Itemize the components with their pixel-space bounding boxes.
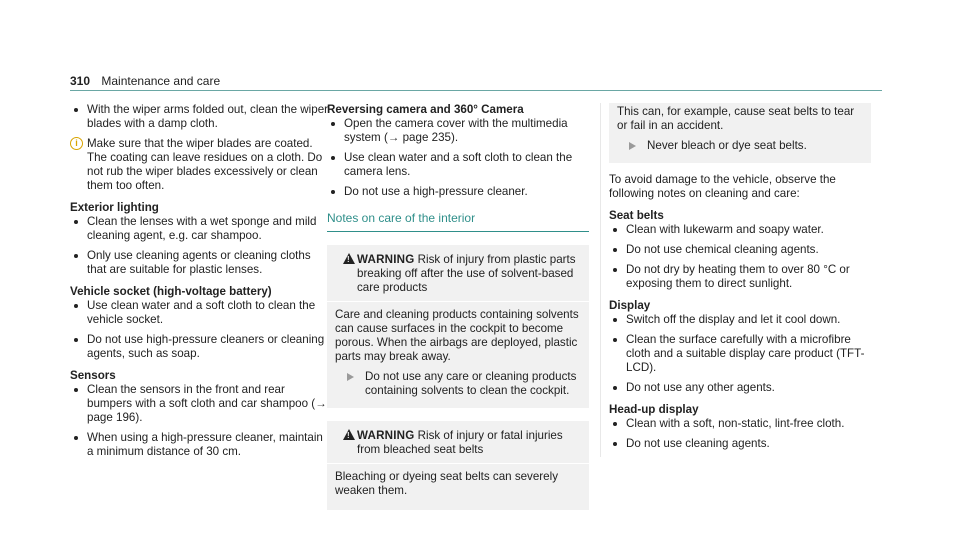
heading-sensors: Sensors: [70, 369, 116, 382]
section-title: Notes on care of the interior: [327, 211, 589, 232]
list-item: Switch off the display and let it cool down.: [609, 313, 871, 327]
warning-action: [335, 370, 581, 398]
column-2: [327, 103, 589, 510]
info-note: [70, 137, 328, 193]
list-item: Do not use cleaning agents.: [609, 437, 871, 451]
chapter-title: Maintenance and care: [101, 74, 221, 88]
warning-header: [327, 253, 589, 302]
arrow-right-icon: [347, 373, 354, 381]
warning-label: WARNING: [357, 253, 415, 266]
heading-seat-belts: Seat belts: [609, 209, 664, 222]
list-item: Clean the sensors in the front and rear bumpers with a soft cloth and car shampoo (→ page 196).: [70, 383, 328, 425]
page-number: 310: [70, 74, 91, 88]
list-item: Open the camera cover with the multimedia system (→ page 235).: [327, 117, 589, 145]
column-divider: [600, 103, 601, 457]
list-item: Clean with lukewarm and soapy water.: [609, 223, 871, 237]
list-item: Only use cleaning agents or cleaning cloths that are suitable for plastic lenses.: [70, 249, 328, 277]
arrow-right-icon: [629, 142, 636, 150]
heading-reversing-camera: Reversing camera and 360° Camera: [327, 103, 524, 116]
warning-box: [327, 245, 589, 408]
warning-body: This can, for example, cause seat belts to tear or fail in an accident.: [617, 105, 855, 132]
warning-action: [617, 139, 863, 153]
warning-action-text: Never bleach or dye seat belts.: [647, 139, 807, 152]
warning-heading: Risk of injury from plastic parts breaking off after the use of solvent-based care products: [357, 253, 576, 294]
list-item: With the wiper arms folded out, clean the wiper blades with a damp cloth.: [70, 103, 328, 131]
info-text: Make sure that the wiper blades are coated. The coating can leave residues on a cloth. Do not rub the wiper blades excessively or clean them too often.: [87, 137, 323, 192]
list-item: Do not use a high-pressure cleaner.: [327, 185, 589, 199]
page-header: [70, 74, 220, 88]
info-icon: i: [70, 137, 83, 150]
list-item: Do not use any other agents.: [609, 381, 871, 395]
heading-exterior-lighting: Exterior lighting: [70, 201, 159, 214]
warning-action-text: Do not use any care or cleaning products containing solvents to clean the cockpit.: [365, 370, 577, 397]
warning-box-continued: [609, 103, 871, 163]
header-rule: [70, 90, 882, 91]
list-item: Clean the lenses with a wet sponge and mild cleaning agent, e.g. car shampoo.: [70, 215, 328, 243]
column-3: [609, 103, 871, 457]
list-item: When using a high-pressure cleaner, maintain a minimum distance of 30 cm.: [70, 431, 328, 459]
list-item: Use clean water and a soft cloth to clean the vehicle socket.: [70, 299, 328, 327]
warning-box: [327, 421, 589, 510]
warning-label: WARNING: [357, 429, 415, 442]
list-item: Do not use high-pressure cleaners or cleaning agents, such as soap.: [70, 333, 328, 361]
list-item: Do not dry by heating them to over 80 °C or exposing them to direct sunlight.: [609, 263, 871, 291]
heading-vehicle-socket: Vehicle socket (high-voltage battery): [70, 285, 272, 298]
warning-triangle-icon: [343, 253, 355, 264]
heading-display: Display: [609, 299, 651, 312]
list-item: Use clean water and a soft cloth to clean the camera lens.: [327, 151, 589, 179]
list-item: Clean the surface carefully with a microfibre cloth and a suitable display care product (TFT-LCD).: [609, 333, 871, 375]
list-item: Clean with a soft, non-static, lint-free cloth.: [609, 417, 871, 431]
list-item: Do not use chemical cleaning agents.: [609, 243, 871, 257]
warning-body: Bleaching or dyeing seat belts can severely weaken them.: [335, 470, 558, 497]
warning-heading: Risk of injury or fatal injuries from bleached seat belts: [357, 429, 563, 456]
warning-triangle-icon: [343, 429, 355, 440]
column-1: [70, 103, 328, 465]
warning-body: Care and cleaning products containing solvents can cause surfaces in the cockpit to become porous. When the airbags are deployed, plastic parts may break away.: [335, 308, 579, 363]
heading-head-up-display: Head-up display: [609, 403, 699, 416]
paragraph: To avoid damage to the vehicle, observe the following notes on cleaning and care:: [609, 173, 836, 200]
warning-header: [327, 429, 589, 464]
